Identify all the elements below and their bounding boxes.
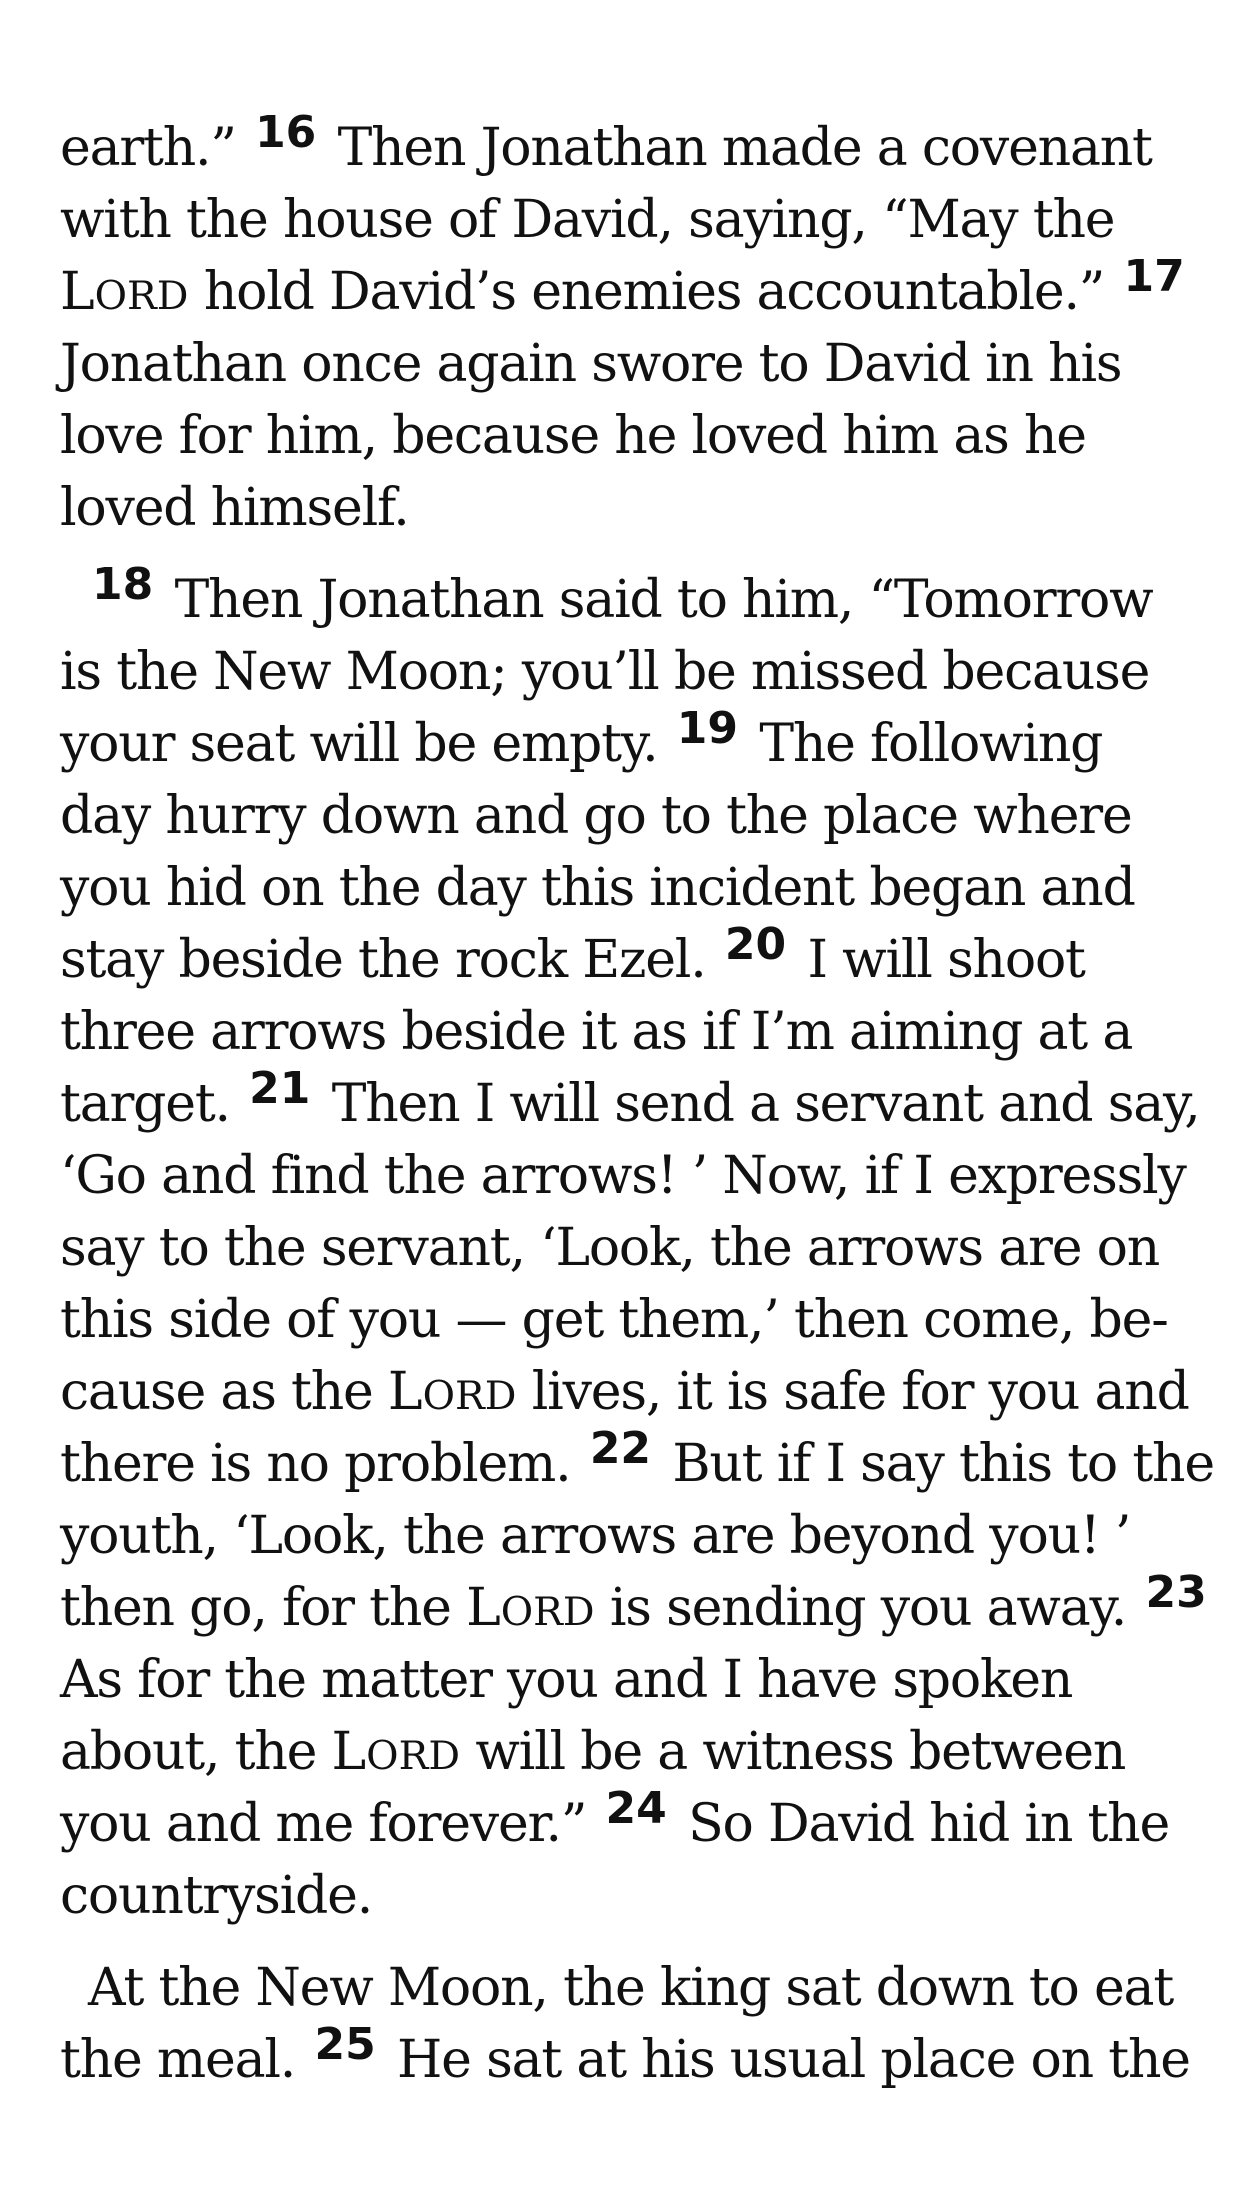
text-line <box>60 107 1190 184</box>
text-line <box>60 1284 1190 1356</box>
verse-text: ‘Go and find the arrows! ’ Now, if I expressly <box>60 1146 1186 1206</box>
text-line <box>60 1423 1214 1500</box>
verse-text: earth.” <box>60 118 252 178</box>
verse-text: But if I say this to the <box>657 1434 1214 1494</box>
verse-number[interactable]: 17 <box>1123 251 1185 302</box>
text-line <box>60 184 1190 256</box>
verse-number[interactable]: 21 <box>249 1063 311 1114</box>
text-line <box>60 1212 1190 1284</box>
text-line <box>60 2019 1190 2096</box>
verse-text: cause as the <box>60 1362 388 1422</box>
text-line <box>60 919 1190 996</box>
scripture-text <box>60 107 1214 2096</box>
verse-text: Then Jonathan made a covenant <box>322 118 1152 178</box>
text-line <box>60 1063 1200 1140</box>
verse-text: three arrows beside it as if I’m aiming at a <box>60 1002 1133 1062</box>
text-line <box>60 559 1190 636</box>
divine-name-smallcaps: LORD <box>387 1362 517 1422</box>
divine-name-smallcaps: LORD <box>466 1578 595 1638</box>
verse-number[interactable]: 18 <box>92 559 154 610</box>
verse-text: hold David’s enemies accountable.” <box>188 262 1120 322</box>
divine-name-smallcaps: LORD <box>331 1722 461 1782</box>
verse-text: At the New Moon, the king sat down to eat <box>88 1958 1174 2018</box>
text-line <box>60 1356 1190 1428</box>
verse-text: say to the servant, ‘Look, the arrows are on <box>60 1218 1159 1278</box>
text-line <box>60 636 1190 708</box>
text-line <box>60 1567 1207 1644</box>
verse-text: As for the matter you and I have spoken <box>60 1650 1073 1710</box>
verse-text: about, the <box>60 1722 332 1782</box>
verse-number[interactable]: 24 <box>605 1783 667 1834</box>
divine-name-smallcaps: LORD <box>60 262 189 322</box>
verse-number[interactable]: 20 <box>724 919 787 970</box>
text-line <box>60 703 1190 780</box>
verse-text: stay beside the rock Ezel. <box>60 930 721 990</box>
verse-number[interactable]: 16 <box>255 107 317 158</box>
verse-text: youth, ‘Look, the arrows are beyond you! ’ <box>60 1506 1131 1566</box>
verse-text: is sending you away. <box>594 1578 1142 1638</box>
verse-text: countryside. <box>60 1866 373 1926</box>
verse-text: target. <box>60 1074 246 1134</box>
text-line <box>60 1716 1190 1788</box>
verse-text: your seat will be empty. <box>60 714 673 774</box>
text-line <box>60 400 1190 472</box>
verse-text: So David hid in the <box>672 1794 1170 1854</box>
verse-number[interactable]: 19 <box>676 703 738 754</box>
verse-number[interactable]: 25 <box>314 2019 376 2070</box>
text-line <box>60 780 1190 852</box>
text-line <box>60 1860 1190 1932</box>
verse-text: loved himself. <box>60 478 409 538</box>
verse-text: love for him, because he loved him as he <box>60 406 1086 466</box>
text-line <box>60 328 1190 400</box>
text-line <box>60 1500 1190 1572</box>
verse-number[interactable]: 23 <box>1145 1567 1207 1618</box>
verse-number[interactable]: 22 <box>589 1423 652 1474</box>
verse-text: the meal. <box>60 2030 311 2090</box>
verse-text: lives, it is safe for you and <box>516 1362 1189 1422</box>
text-line <box>60 472 1190 544</box>
text-line <box>60 852 1190 924</box>
text-line <box>60 1644 1190 1716</box>
verse-text: is the New Moon; you’ll be missed because <box>60 642 1150 702</box>
verse-text: this side of you — get them,’ then come, be- <box>60 1290 1168 1350</box>
text-line <box>60 1140 1190 1212</box>
verse-text: Then Jonathan said to him, “Tomorrow <box>159 570 1153 630</box>
verse-text: day hurry down and go to the place where <box>60 786 1132 846</box>
verse-text: The following <box>744 714 1103 774</box>
text-line <box>60 1952 1190 2024</box>
text-line <box>60 251 1190 328</box>
verse-text: I will shoot <box>792 930 1085 990</box>
verse-text: you hid on the day this incident began and <box>60 858 1135 918</box>
verse-text: then go, for the <box>60 1578 467 1638</box>
text-line <box>60 996 1190 1068</box>
verse-text: Then I will send a servant and say, <box>316 1074 1200 1134</box>
verse-text: you and me forever.” <box>60 1794 602 1854</box>
verse-text: Jonathan once again swore to David in his <box>60 334 1122 394</box>
text-line <box>60 1783 1190 1860</box>
verse-text: will be a witness between <box>460 1722 1126 1782</box>
verse-text: with the house of David, saying, “May the <box>60 190 1115 250</box>
verse-text: there is no problem. <box>60 1434 586 1494</box>
verse-text: He sat at his usual place on the <box>381 2030 1190 2090</box>
